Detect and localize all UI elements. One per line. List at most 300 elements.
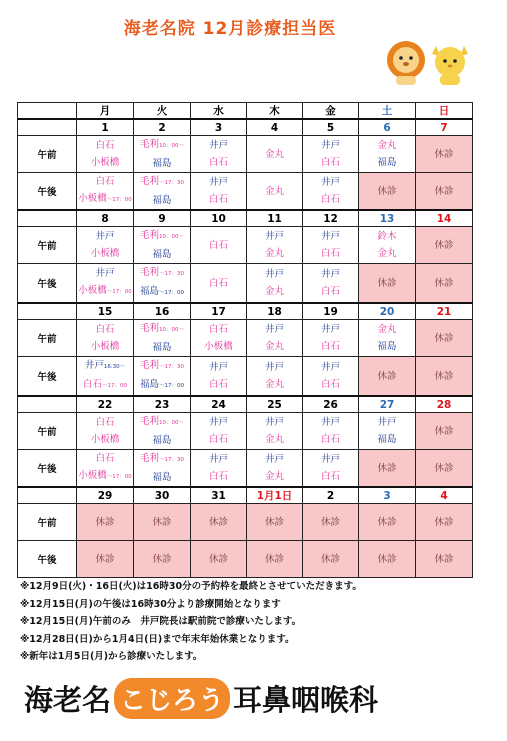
session-row-pm <box>18 541 473 578</box>
schedule-cell <box>191 136 247 173</box>
closed-label <box>191 514 246 531</box>
schedule-cell <box>134 541 191 578</box>
weekday-header: 日 <box>416 103 473 120</box>
doctor-name <box>134 450 190 469</box>
doctor-name <box>303 137 358 154</box>
doctor-name-text: 白石 <box>320 194 340 205</box>
session-label: 午前 <box>18 413 77 450</box>
closed-label <box>134 514 190 531</box>
schedule-cell <box>134 357 191 397</box>
doctor-name <box>359 338 415 355</box>
date-cell: 4 <box>416 487 473 504</box>
doctor-name-text: 白石 <box>208 239 228 251</box>
doctor-name-text: 白石 <box>82 379 102 390</box>
doctor-name-text: 白石 <box>95 176 115 187</box>
doctor-name <box>134 339 190 356</box>
closed-label <box>416 514 472 531</box>
doctor-name <box>247 431 302 448</box>
date-row-label <box>18 396 77 413</box>
session-row-am <box>18 136 473 173</box>
closed-label <box>191 551 246 568</box>
closed-label <box>303 551 358 568</box>
doctor-name-text: 福島 <box>152 158 172 169</box>
doctor-name <box>303 266 358 283</box>
doctor-name-text: 井戸 <box>377 417 397 428</box>
doctor-name-text: 井戸 <box>264 362 284 373</box>
time-note: ～17：30 <box>159 271 184 277</box>
doctor-name-text: 井戸 <box>320 231 340 242</box>
date-cell: 4 <box>247 119 303 136</box>
session-row-pm <box>18 450 473 488</box>
doctor-name-text: 白石 <box>208 471 228 482</box>
doctor-name <box>247 468 302 485</box>
doctor-name-text: 白石 <box>320 379 340 390</box>
schedule-cell <box>303 413 359 450</box>
doctor-name-text: 井戸 <box>320 269 340 280</box>
doctor-name-text: 毛利 <box>139 360 159 371</box>
clinic-name-suffix: 耳鼻咽喉科 <box>233 682 379 717</box>
note-line: ※12月15日(月)の午後は16時30分より診療開始となります <box>20 598 281 610</box>
doctor-name <box>191 174 246 191</box>
time-note: ～17：30 <box>159 457 184 463</box>
schedule-cell <box>416 136 473 173</box>
time-note: 10：00～ <box>159 327 184 333</box>
doctor-name <box>77 376 133 395</box>
doctor-name-text: 休診 <box>95 516 115 528</box>
date-row <box>18 303 473 320</box>
doctor-name <box>247 414 302 431</box>
doctor-name <box>247 451 302 468</box>
schedule-cell <box>247 504 303 541</box>
doctor-name <box>247 266 302 283</box>
date-cell: 10 <box>191 210 247 227</box>
mascot-illustration <box>382 38 474 86</box>
schedule-cell <box>359 357 416 397</box>
weekday-header: 月 <box>77 103 134 120</box>
date-cell: 26 <box>303 396 359 413</box>
doctor-name <box>247 228 302 245</box>
schedule-cell <box>247 541 303 578</box>
page-title: 海老名院 12月診療担当医 <box>123 19 337 39</box>
doctor-name-text: 白石 <box>208 434 228 445</box>
closed-label <box>359 275 415 292</box>
doctor-name-text: 井戸 <box>95 268 115 279</box>
doctor-name <box>359 414 415 431</box>
date-cell: 2 <box>303 487 359 504</box>
doctor-name <box>359 228 415 245</box>
schedule-cell <box>191 413 247 450</box>
session-label: 午後 <box>18 541 77 578</box>
date-cell: 2 <box>134 119 191 136</box>
doctor-name <box>247 376 302 393</box>
date-cell: 30 <box>134 487 191 504</box>
schedule-cell <box>359 227 416 264</box>
doctor-name-text: 金丸 <box>377 248 397 259</box>
closed-label <box>303 514 358 531</box>
schedule-cell <box>134 173 191 211</box>
date-cell: 8 <box>77 210 134 227</box>
doctor-name-text: 白石 <box>320 286 340 297</box>
doctor-name-text: 福島 <box>377 341 397 352</box>
doctor-name-text: 鈴木 <box>377 231 397 242</box>
doctor-name <box>134 469 190 486</box>
date-cell: 24 <box>191 396 247 413</box>
date-cell: 1 <box>77 119 134 136</box>
schedule-cell <box>134 136 191 173</box>
doctor-name-text: 井戸 <box>208 362 228 373</box>
session-label: 午前 <box>18 227 77 264</box>
doctor-name <box>359 245 415 262</box>
schedule-cell <box>191 504 247 541</box>
doctor-name-text: 白石 <box>320 157 340 168</box>
schedule-cell <box>247 264 303 304</box>
doctor-name-text: 休診 <box>320 553 340 565</box>
date-cell: 9 <box>134 210 191 227</box>
notes-section <box>20 578 362 666</box>
time-note: 10：00～ <box>159 420 184 426</box>
doctor-name-text: 井戸 <box>320 454 340 465</box>
note-line: ※12月28日(日)から1月4日(日)まで年末年始休業となります。 <box>20 633 295 645</box>
doctor-name-text: 休診 <box>264 516 284 528</box>
schedule-cell <box>191 264 247 304</box>
doctor-name <box>77 154 133 171</box>
doctor-name-text: 井戸 <box>264 324 284 335</box>
note-line: ※新年は1月5日(月)から診療いたします。 <box>20 651 203 663</box>
date-cell: 18 <box>247 303 303 320</box>
closed-label <box>416 275 472 292</box>
date-cell: 14 <box>416 210 473 227</box>
schedule-cell <box>303 136 359 173</box>
closed-label <box>416 183 472 200</box>
doctor-name <box>303 431 358 448</box>
weekday-header: 火 <box>134 103 191 120</box>
doctor-name-text: 毛利 <box>139 139 159 150</box>
doctor-name-text: 白石 <box>320 471 340 482</box>
doctor-name-text: 井戸 <box>208 454 228 465</box>
date-cell: 6 <box>359 119 416 136</box>
doctor-name <box>77 265 133 282</box>
closed-label <box>359 514 415 531</box>
note-line: ※12月15日(月)午前のみ 井戸院長は駅前院で診療いたします。 <box>20 616 302 628</box>
doctor-name-text: 井戸 <box>264 269 284 280</box>
schedule-cell <box>303 541 359 578</box>
doctor-name <box>191 414 246 431</box>
doctor-name-text: 白石 <box>208 194 228 205</box>
session-label: 午後 <box>18 173 77 211</box>
schedule-cell <box>416 541 473 578</box>
lion-mascot-icon <box>387 41 425 85</box>
schedule-cell <box>77 136 134 173</box>
schedule-cell <box>303 450 359 488</box>
doctor-name-text: 休診 <box>434 425 454 437</box>
doctor-name-text: 小板橋 <box>78 470 107 481</box>
note-line: ※12月9日(火)・16日(火)は16時30分の予約枠を最終とさせていただきます。 <box>20 581 362 592</box>
doctor-name <box>77 173 133 190</box>
doctor-name <box>191 191 246 208</box>
date-row <box>18 487 473 504</box>
doctor-name-text: 金丸 <box>264 379 284 390</box>
closed-label <box>416 423 472 440</box>
doctor-name-text: 毛利 <box>139 453 159 464</box>
schedule-cell <box>77 173 134 211</box>
clinic-name-prefix: 海老名 <box>24 682 112 717</box>
doctor-name <box>359 321 415 338</box>
doctor-name-text: 金丸 <box>377 140 397 151</box>
doctor-name-text: 休診 <box>434 462 454 474</box>
doctor-name <box>134 136 190 155</box>
time-note: ～17：00 <box>159 290 184 296</box>
date-row <box>18 210 473 227</box>
doctor-name <box>303 338 358 355</box>
doctor-name <box>134 155 190 172</box>
time-note: ～17：00 <box>159 383 184 389</box>
session-row-pm <box>18 264 473 304</box>
schedule-cell <box>359 504 416 541</box>
doctor-name-text: 金丸 <box>264 148 284 160</box>
doctor-name-text: 休診 <box>264 553 284 565</box>
session-label: 午後 <box>18 264 77 304</box>
doctor-name-text: 毛利 <box>139 267 159 278</box>
doctor-name <box>77 414 133 431</box>
schedule-cell <box>191 173 247 211</box>
schedule-cell <box>247 320 303 357</box>
clinic-logo <box>24 672 454 724</box>
doctor-name <box>303 174 358 191</box>
doctor-name-text: 休診 <box>434 370 454 382</box>
date-cell: 5 <box>303 119 359 136</box>
doctor-name-text: 井戸 <box>84 360 104 371</box>
date-cell: 23 <box>134 396 191 413</box>
date-row-label <box>18 119 77 136</box>
doctor-name <box>247 321 302 338</box>
date-cell: 1月1日 <box>247 487 303 504</box>
schedule-table <box>17 102 473 578</box>
schedule-cell <box>247 227 303 264</box>
doctor-name-text: 井戸 <box>264 231 284 242</box>
schedule-cell <box>191 357 247 397</box>
doctor-name-text: 福島 <box>377 157 397 168</box>
date-cell: 17 <box>191 303 247 320</box>
doctor-name-text: 小板橋 <box>90 157 120 168</box>
doctor-name <box>134 264 190 283</box>
time-note: ～17：00 <box>102 383 127 389</box>
doctor-name-text: 休診 <box>377 277 397 289</box>
doctor-name <box>134 320 190 339</box>
doctor-name <box>303 283 358 300</box>
doctor-name <box>191 237 246 254</box>
date-row-label <box>18 487 77 504</box>
date-cell: 13 <box>359 210 416 227</box>
doctor-name <box>77 357 133 376</box>
schedule-cell <box>191 320 247 357</box>
doctor-name-text: 小板橋 <box>90 341 120 352</box>
date-cell: 15 <box>77 303 134 320</box>
header-corner <box>18 103 77 120</box>
weekday-header-row <box>18 103 473 120</box>
schedule-cell <box>77 450 134 488</box>
doctor-name <box>191 154 246 171</box>
closed-label <box>77 514 133 531</box>
doctor-name <box>303 451 358 468</box>
closed-label <box>416 237 472 254</box>
doctor-name <box>303 245 358 262</box>
doctor-name <box>359 137 415 154</box>
doctor-name-text: 金丸 <box>264 471 284 482</box>
time-note: ～17：30 <box>159 180 184 186</box>
schedule-cell <box>247 136 303 173</box>
schedule-cell <box>77 413 134 450</box>
schedule-cell <box>359 136 416 173</box>
cat-mascot-icon <box>432 46 468 85</box>
doctor-name-text: 休診 <box>434 553 454 565</box>
date-cell: 28 <box>416 396 473 413</box>
doctor-name-text: 金丸 <box>264 248 284 259</box>
weekday-header: 木 <box>247 103 303 120</box>
doctor-name <box>134 357 190 376</box>
time-note: ～17：00 <box>106 197 132 203</box>
date-cell: 21 <box>416 303 473 320</box>
date-cell: 19 <box>303 303 359 320</box>
session-row-pm <box>18 357 473 397</box>
doctor-name <box>303 228 358 245</box>
doctor-name-text: 白石 <box>95 324 115 335</box>
schedule-cell <box>77 320 134 357</box>
doctor-name-text: 休診 <box>208 553 228 565</box>
doctor-name <box>191 137 246 154</box>
clinic-name-highlight-badge <box>114 678 230 719</box>
closed-label <box>247 551 302 568</box>
closed-label <box>416 330 472 347</box>
session-label: 午前 <box>18 504 77 541</box>
closed-label <box>247 514 302 531</box>
doctor-name-text: 井戸 <box>208 140 228 151</box>
doctor-name-text: 福島 <box>152 249 172 260</box>
schedule-cell <box>191 450 247 488</box>
schedule-cell <box>303 320 359 357</box>
schedule-cell <box>77 264 134 304</box>
doctor-name <box>191 359 246 376</box>
doctor-name-text: 福島 <box>139 286 159 297</box>
date-cell: 3 <box>191 119 247 136</box>
schedule-cell <box>416 227 473 264</box>
doctor-name-text: 福島 <box>377 434 397 445</box>
schedule-cell <box>247 450 303 488</box>
doctor-name-text: 井戸 <box>320 324 340 335</box>
doctor-name-text: 毛利 <box>139 176 159 187</box>
doctor-name-text: 福島 <box>152 435 172 446</box>
doctor-name-text: 小板橋 <box>78 193 107 204</box>
weekday-header: 水 <box>191 103 247 120</box>
schedule-cell <box>359 264 416 304</box>
session-row-am <box>18 320 473 357</box>
time-note: 10：00～ <box>159 143 184 149</box>
session-label: 午後 <box>18 357 77 397</box>
date-cell: 12 <box>303 210 359 227</box>
doctor-name-text: 休診 <box>377 185 397 197</box>
schedule-cell <box>359 320 416 357</box>
doctor-name <box>77 338 133 355</box>
schedule-cell <box>416 413 473 450</box>
doctor-name <box>191 321 246 338</box>
date-cell: 31 <box>191 487 247 504</box>
schedule-cell <box>359 413 416 450</box>
schedule-cell <box>359 541 416 578</box>
doctor-name <box>303 191 358 208</box>
date-row-label <box>18 303 77 320</box>
schedule-cell <box>416 450 473 488</box>
session-row-am <box>18 227 473 264</box>
schedule-cell <box>77 504 134 541</box>
doctor-name <box>191 451 246 468</box>
doctor-name-text: 休診 <box>377 370 397 382</box>
doctor-name-text: 福島 <box>152 472 172 483</box>
doctor-name <box>77 282 133 301</box>
date-cell: 3 <box>359 487 416 504</box>
doctor-name <box>191 376 246 393</box>
doctor-name-text: 井戸 <box>208 417 228 428</box>
doctor-name-text: 福島 <box>152 342 172 353</box>
doctor-name-text: 金丸 <box>264 286 284 297</box>
doctor-name-text: 白石 <box>208 324 228 335</box>
doctor-name <box>247 183 302 200</box>
schedule-cell <box>359 173 416 211</box>
doctor-name-text: 金丸 <box>264 434 284 445</box>
doctor-name-text: 白石 <box>320 248 340 259</box>
doctor-name-text: 休診 <box>377 516 397 528</box>
schedule-cell <box>416 320 473 357</box>
doctor-name <box>247 338 302 355</box>
doctor-name-text: 休診 <box>434 516 454 528</box>
doctor-name-text: 毛利 <box>139 323 159 334</box>
doctor-name <box>134 173 190 192</box>
closed-label <box>416 368 472 385</box>
closed-label <box>416 551 472 568</box>
schedule-cell <box>247 357 303 397</box>
schedule-cell <box>416 504 473 541</box>
weekday-header: 土 <box>359 103 416 120</box>
doctor-name <box>303 359 358 376</box>
date-cell: 16 <box>134 303 191 320</box>
doctor-name <box>191 338 246 355</box>
doctor-name <box>303 321 358 338</box>
doctor-name <box>303 468 358 485</box>
doctor-name <box>77 228 133 245</box>
date-row <box>18 396 473 413</box>
doctor-name <box>303 414 358 431</box>
schedule-cell <box>303 504 359 541</box>
schedule-cell <box>134 450 191 488</box>
closed-label <box>359 368 415 385</box>
date-cell: 27 <box>359 396 416 413</box>
schedule-cell <box>303 173 359 211</box>
doctor-name-text: 白石 <box>208 379 228 390</box>
session-label: 午前 <box>18 136 77 173</box>
doctor-name-text: 白石 <box>208 277 228 289</box>
doctor-name-text: 休診 <box>152 553 172 565</box>
doctor-name-text: 休診 <box>377 462 397 474</box>
doctor-name-text: 休診 <box>320 516 340 528</box>
doctor-name <box>247 283 302 300</box>
doctor-name <box>77 321 133 338</box>
doctor-name-text: 休診 <box>377 553 397 565</box>
schedule-cell <box>247 173 303 211</box>
doctor-name-text: 井戸 <box>320 417 340 428</box>
doctor-name <box>134 413 190 432</box>
doctor-name-text: 毛利 <box>139 416 159 427</box>
doctor-name <box>134 376 190 395</box>
time-note: 10：00～ <box>159 234 184 240</box>
doctor-name-text: 金丸 <box>377 324 397 335</box>
